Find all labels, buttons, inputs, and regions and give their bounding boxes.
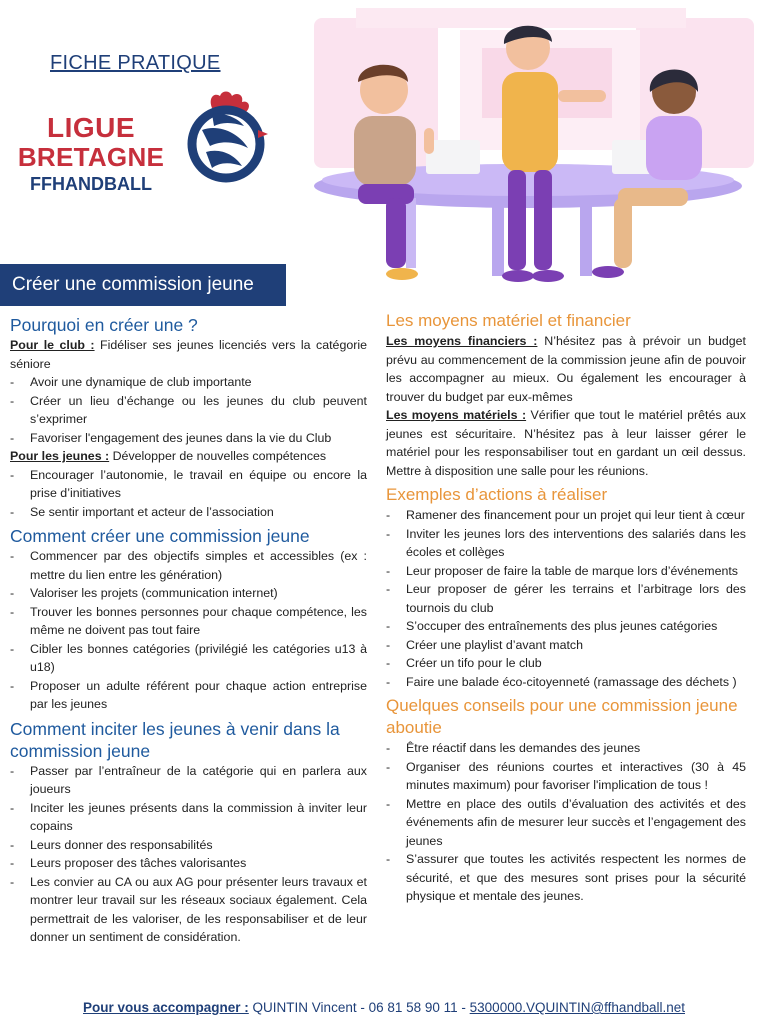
jeunes-text: Développer de nouvelles compétences xyxy=(109,449,327,463)
list-item: - Inciter les jeunes présents dans la commission à inviter leur copains xyxy=(10,799,367,836)
jeunes-lead: Pour les jeunes : xyxy=(10,449,110,463)
rooster-emblem-icon xyxy=(182,90,268,186)
list-item: - Trouver les bonnes personnes pour chaque compétence, les même ne doivent pas tout faire xyxy=(10,603,367,640)
list-item: - Cibler les bonnes catégories (privilégié les catégories u13 à u18) xyxy=(10,640,367,677)
heading-how-create: Comment créer une commission jeune xyxy=(10,526,310,546)
list-item: - Ramener des financement pour un projet qui leur tient à cœur xyxy=(386,506,746,525)
club-lead: Pour le club : xyxy=(10,338,95,352)
examples-list xyxy=(386,506,746,691)
list-item: - Se sentir important et acteur de l’association xyxy=(10,503,367,522)
club-list xyxy=(10,373,367,447)
financial-paragraph xyxy=(386,332,746,406)
heading-examples: Exemples d’actions à réaliser xyxy=(386,485,608,504)
material-paragraph xyxy=(386,406,746,480)
list-item: - Leurs proposer des tâches valorisantes xyxy=(10,854,367,873)
footer-label: Pour vous accompagner : xyxy=(83,1000,249,1015)
list-item: - Être réactif dans les demandes des jeunes xyxy=(386,739,746,758)
material-text: Vérifier que tout le matériel prêtés aux jeunes est sécuritaire. N’hésitez pas à leur laisser gérer le matériel pour les responsabiliser tout en gardant un œil dessus. Mettre à disposition une salle pour les réunions. xyxy=(386,408,746,478)
financial-lead: Les moyens financiers : xyxy=(386,334,538,348)
logo-line-ligue: LIGUE xyxy=(46,112,136,143)
list-item: - Proposer un adulte référent pour chaque action entreprise par les jeunes xyxy=(10,677,367,714)
list-item: - Inviter les jeunes lors des interventions des salariés dans les écoles et collèges xyxy=(386,525,746,562)
list-item: - Leur proposer de faire la table de marque lors d’événements xyxy=(386,562,746,581)
left-column xyxy=(10,314,367,947)
list-item: - Créer une playlist d’avant match xyxy=(386,636,746,655)
list-item: - Leurs donner des responsabilités xyxy=(10,836,367,855)
financial-text: N’hésitez pas à prévoir un budget prévu au commencement de la commission jeune afin de pouvoir les accompagner au mieux. Ou également les encourager à trouver du budget par eux-mêmes xyxy=(386,334,746,404)
team-meeting-illustration xyxy=(296,8,760,292)
heading-means: Les moyens matériel et financier xyxy=(386,311,631,330)
list-item: - Avoir une dynamique de club importante xyxy=(10,373,367,392)
footer-contact: QUINTIN Vincent - 06 81 58 90 11 - xyxy=(248,1000,470,1015)
list-item: - Passer par l’entraîneur de la catégorie qui en parlera aux joueurs xyxy=(10,762,367,799)
contact-footer xyxy=(0,1000,768,1015)
material-lead: Les moyens matériels : xyxy=(386,408,527,422)
logo-wordmark xyxy=(12,114,170,195)
list-item: - Valoriser les projets (communication internet) xyxy=(10,584,367,603)
list-item: - Créer un tifo pour le club xyxy=(386,654,746,673)
advice-list xyxy=(386,739,746,906)
list-item: - Favoriser l'engagement des jeunes dans la vie du Club xyxy=(10,429,367,448)
list-item: - Les convier au CA ou aux AG pour présenter leurs travaux et montrer leur travail sur les réseaux sociaux également. Cela permettrait de les valoriser, de les responsabiliser et de leur donner un sentiment de considération. xyxy=(10,873,367,947)
club-paragraph xyxy=(10,336,367,373)
list-item: - Leur proposer de gérer les terrains et l’arbitrage lors des tournois du club xyxy=(386,580,746,617)
email-link[interactable]: 5300000.VQUINTIN@ffhandball.net xyxy=(469,1000,685,1015)
list-item: - S’assurer que toutes les activités respectent les normes de sécurité, et que des mesures sont prises pour la sécurité physique et mentale des jeunes. xyxy=(386,850,746,906)
ligue-bretagne-logo xyxy=(12,90,272,194)
list-item: - Encourager l’autonomie, le travail en équipe ou encore la prise d’initiatives xyxy=(10,466,367,503)
fiche-title: FICHE PRATIQUE xyxy=(50,52,221,74)
list-item: - Faire une balade éco-citoyenneté (ramassage des déchets ) xyxy=(386,673,746,692)
section-banner: Créer une commission jeune xyxy=(0,264,286,306)
club-text: Fidéliser ses jeunes licenciés vers la catégorie séniore xyxy=(10,338,367,371)
list-item: - S’occuper des entraînements des plus jeunes catégories xyxy=(386,617,746,636)
heading-how-encourage: Comment inciter les jeunes à venir dans la commission jeune xyxy=(10,718,340,761)
list-item: - Commencer par des objectifs simples et accessibles (ex : mettre du lien entre les génération) xyxy=(10,547,367,584)
heading-advice: Quelques conseils pour une commission jeune aboutie xyxy=(386,696,738,737)
jeunes-list xyxy=(10,466,367,522)
create-list xyxy=(10,547,367,714)
list-item: - Organiser des réunions courtes et interactives (30 à 45 minutes maximum) pour favoriser l'implication de tous ! xyxy=(386,758,746,795)
encourage-list xyxy=(10,762,367,947)
logo-line-ffhandball: FFHANDBALL xyxy=(30,174,152,194)
logo-line-bretagne: BRETAGNE xyxy=(17,142,165,172)
list-item: - Créer un lieu d’échange ou les jeunes du club peuvent s’exprimer xyxy=(10,392,367,429)
list-item: - Mettre en place des outils d’évaluation des activités et des événements afin de mesurer leur succès et l’engagement des jeunes xyxy=(386,795,746,851)
jeunes-paragraph xyxy=(10,447,367,466)
right-column xyxy=(386,310,746,906)
heading-why: Pourquoi en créer une ? xyxy=(10,315,198,335)
